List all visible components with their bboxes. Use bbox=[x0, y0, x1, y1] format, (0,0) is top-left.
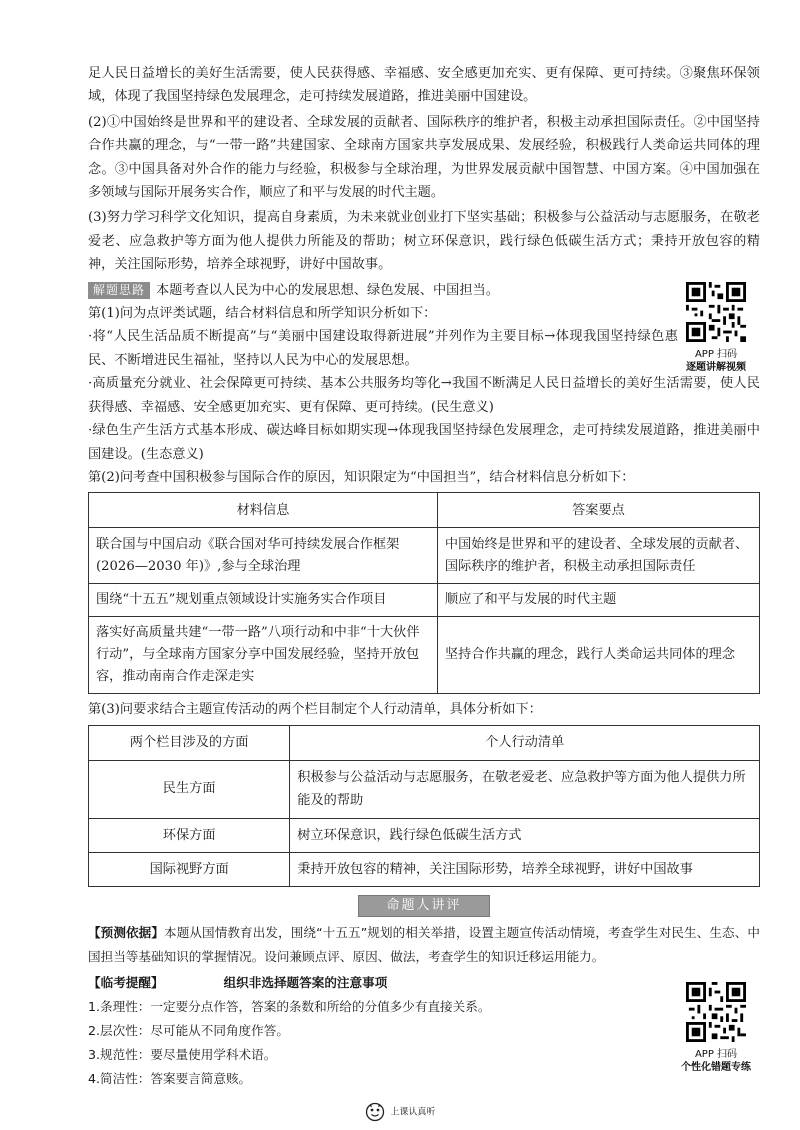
table-row bbox=[89, 760, 760, 818]
mascot-logo-icon bbox=[365, 1102, 385, 1122]
reminder-item: 2.层次性：尽可能从不同角度作答。 bbox=[88, 1023, 289, 1039]
footer-text: 上课认真听 bbox=[390, 1107, 436, 1118]
table-row bbox=[89, 818, 760, 852]
basis-label: 【预测依据】 bbox=[88, 925, 165, 941]
qr-block-video[interactable] bbox=[676, 282, 756, 374]
page-footer bbox=[0, 1102, 800, 1122]
intro-paragraph-3: (3)努力学习科学文化知识，提高自身素质，为未来就业创业打下坚实基础；积极参与公益活动与志愿服务，在敬老爱老、应急救护等方面为他人提供力所能及的帮助；树立环保意识，践行绿色低碳生活方式；秉持开放包容的精神，关注国际形势，培养全球视野，讲好中国故事。 bbox=[88, 210, 760, 273]
qr-code-icon[interactable] bbox=[686, 282, 746, 342]
qr-caption-line2: 个性化错题专练 bbox=[681, 1062, 751, 1073]
intro-paragraph-1: 足人民日益增长的美好生活需要，使人民获得感、幸福感、安全感更加充实、更有保障、更可持续。③聚焦环保领域，体现了我国坚持绿色发展理念，走可持续发展道路，推进美丽中国建设。 bbox=[88, 66, 760, 105]
qr-code-icon[interactable] bbox=[686, 982, 746, 1042]
part1-intro: 第(1)问为点评类试题，结合材料信息和所学知识分析如下： bbox=[88, 306, 437, 322]
reminder-title: 组织非选择题答案的注意事项 bbox=[223, 975, 388, 991]
reminder-item: 1.条理性：一定要分点作答，答案的条数和所给的分值多少有直接关系。 bbox=[88, 999, 491, 1015]
qr-caption-line1: APP 扫码 bbox=[694, 349, 738, 360]
action-list-table bbox=[88, 725, 760, 888]
part3-intro: 第(3)问要求结合主题宣传活动的两个栏目制定个人行动清单，具体分析如下： bbox=[88, 702, 542, 718]
table-cell: 顺应了和平与发展的时代主题 bbox=[437, 584, 759, 617]
prediction-basis bbox=[88, 921, 760, 969]
qr-block-practice[interactable] bbox=[672, 982, 760, 1074]
table-cell: 积极参与公益活动与志愿服务，在敬老爱老、应急救护等方面为他人提供力所能及的帮助 bbox=[290, 760, 760, 818]
table-header: 两个栏目涉及的方面 bbox=[89, 725, 290, 760]
bullet-1: ·将“人民生活品质不断提高”与“美丽中国建设取得新进展”并列作为主要目标→体现我国坚持绿色惠民、不断增进民生福祉，坚持以人民为中心的发展思想。 bbox=[88, 329, 678, 368]
table-row bbox=[89, 584, 760, 617]
commentary-banner: 命题人讲评 bbox=[358, 895, 490, 917]
table-cell: 秉持开放包容的精神，关注国际形势，培养全球视野，讲好中国故事 bbox=[290, 852, 760, 886]
table-row bbox=[89, 852, 760, 886]
table-header-row bbox=[89, 725, 760, 760]
basis-text: 本题从国情教育出发，围绕“十五五”规划的相关举措，设置主题宣传活动情境，考查学生对民生、生态、中国担当等基础知识的掌握情况。设问兼顾点评、原因、做法，考查学生的知识迁移运用能力。 bbox=[88, 925, 760, 965]
table-cell: 围绕“十五五”规划重点领域设计实施务实合作项目 bbox=[89, 584, 438, 617]
table-header-row bbox=[89, 493, 760, 528]
table-header: 材料信息 bbox=[89, 493, 438, 528]
table-cell: 树立环保意识，践行绿色低碳生活方式 bbox=[290, 818, 760, 852]
part2-intro: 第(2)问考查中国积极参与国际合作的原因，知识限定为“中国担当”，结合材料信息分析如下： bbox=[88, 469, 635, 485]
intro-paragraph-2: (2)①中国始终是世界和平的建设者、全球发展的贡献者、国际秩序的维护者，积极主动承担国际责任。②中国坚持合作共赢的理念，与“一带一路”共建国家、全球南方国家共享发展成果、发展经验，积极践行人类命运共同体的理念。③中国具备对外合作的能力与经验，积极参与全球治理，为世界发展贡献中国智慧、中国方案。④中国加强在多领域与国际开展务实合作，顺应了和平与发展的时代主题。 bbox=[88, 114, 760, 201]
analysis-lead-line bbox=[88, 279, 760, 302]
analysis-lead: 本题考查以人民为中心的发展思想、绿色发展、中国担当。 bbox=[156, 282, 499, 298]
reminder-line bbox=[88, 971, 760, 995]
table-cell: 民生方面 bbox=[89, 760, 290, 818]
table-row bbox=[89, 528, 760, 584]
table-cell: 国际视野方面 bbox=[89, 852, 290, 886]
reminder-label: 【临考提醒】 bbox=[88, 975, 164, 991]
page-content bbox=[88, 62, 760, 1091]
reminder-item: 3.规范性：要尽量使用学科术语。 bbox=[88, 1047, 277, 1063]
table-header: 答案要点 bbox=[437, 493, 759, 528]
reminder-item: 4.简洁性：答案要言简意赅。 bbox=[88, 1071, 252, 1087]
bullet-2: ·高质量充分就业、社会保障更可持续、基本公共服务均等化→我国不断满足人民日益增长的美好生活需要，使人民获得感、幸福感、安全感更加充实、更有保障、更可持续。(民生意义) bbox=[88, 376, 760, 415]
table-row bbox=[89, 617, 760, 694]
table-cell: 落实好高质量共建“一带一路”八项行动和中非“十大伙伴行动”，与全球南方国家分享中国发展经验，坚持开放包容，推动南南合作走深走实 bbox=[89, 617, 438, 694]
table-cell: 坚持合作共赢的理念，践行人类命运共同体的理念 bbox=[437, 617, 759, 694]
table-cell: 环保方面 bbox=[89, 818, 290, 852]
table-header: 个人行动清单 bbox=[290, 725, 760, 760]
analysis-tag: 解题思路 bbox=[88, 282, 150, 299]
qr-caption-line2: 逐题讲解视频 bbox=[686, 362, 746, 373]
bullet-3: ·绿色生产生活方式基本形成、碳达峰目标如期实现→体现我国坚持绿色发展理念，走可持续发展道路，推进美丽中国建设。(生态意义) bbox=[88, 423, 760, 462]
qr-caption-line1: APP 扫码 bbox=[694, 1049, 738, 1060]
table-cell: 联合国与中国启动《联合国对华可持续发展合作框架(2026—2030 年)》,参与全球治理 bbox=[89, 528, 438, 584]
material-answer-table bbox=[88, 492, 760, 694]
table-cell: 中国始终是世界和平的建设者、全球发展的贡献者、国际秩序的维护者，积极主动承担国际责任 bbox=[437, 528, 759, 584]
